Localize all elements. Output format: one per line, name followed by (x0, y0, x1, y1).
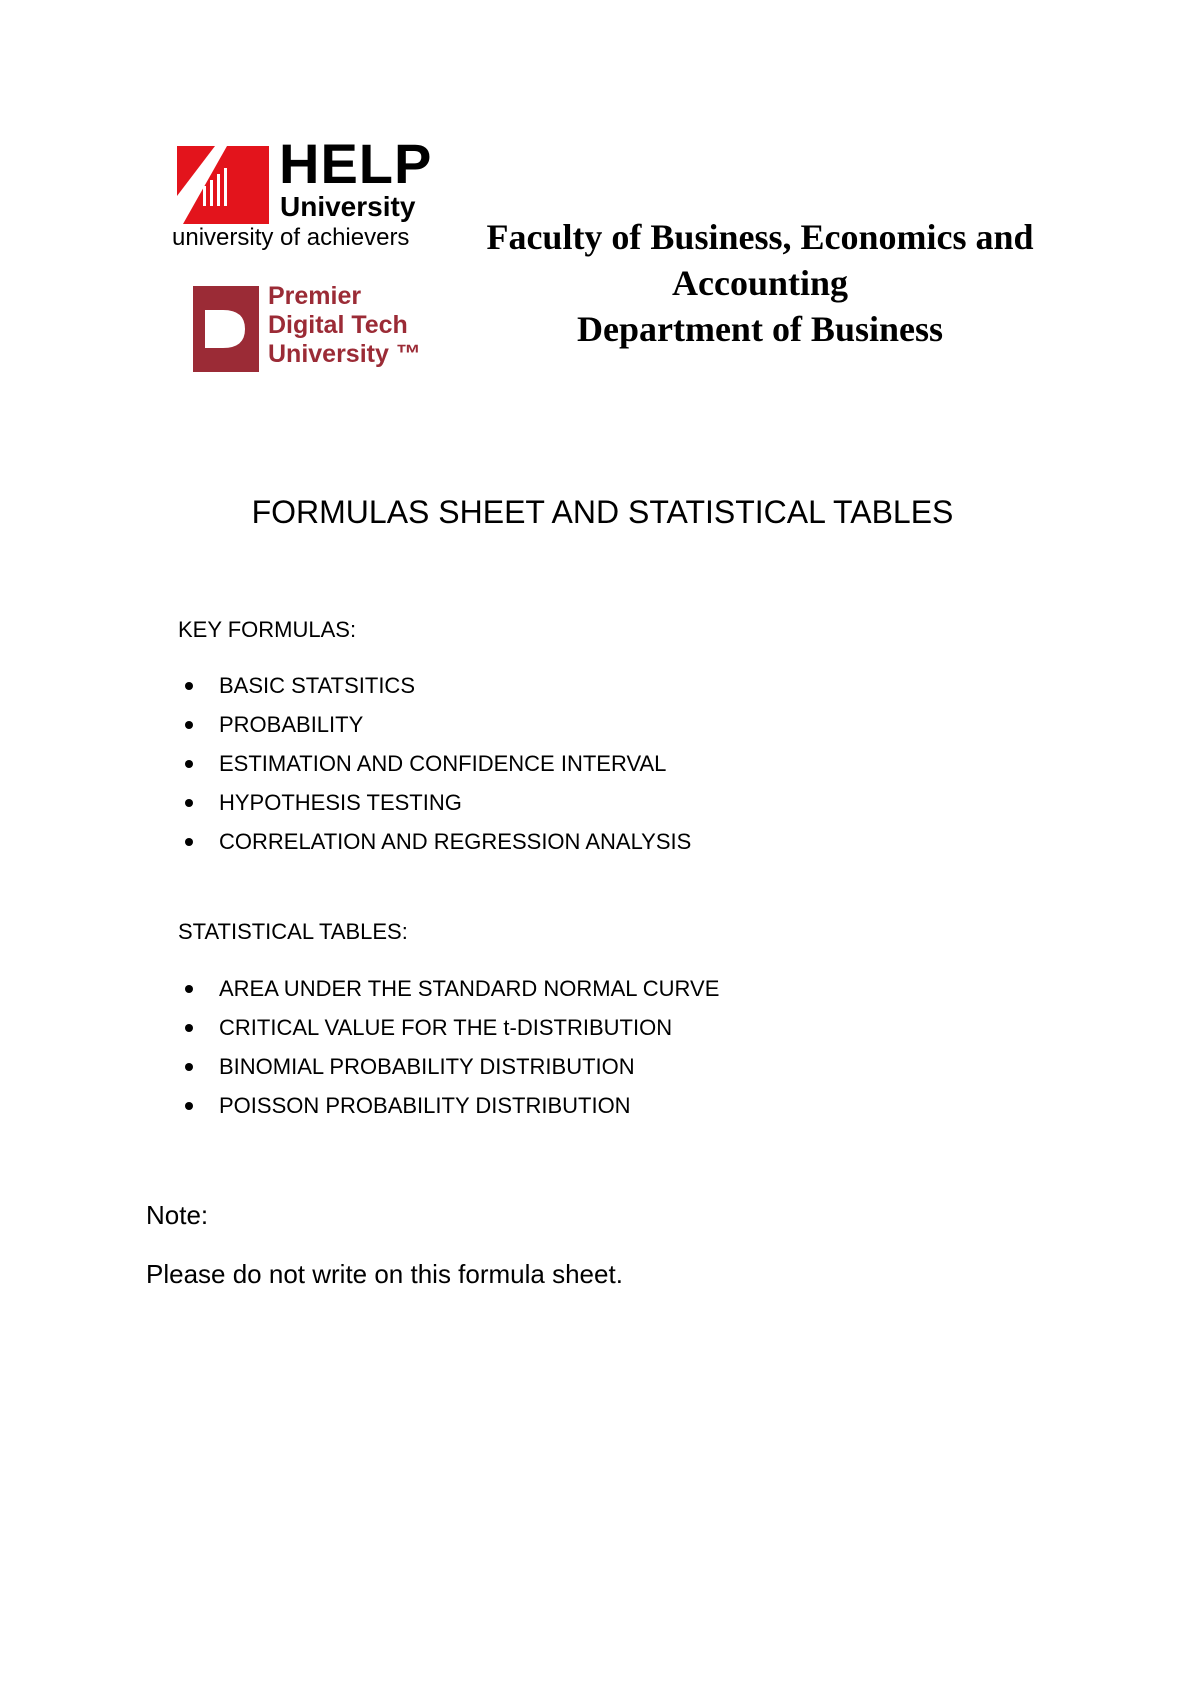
help-university-logo (172, 132, 442, 255)
statistical-tables-list (178, 975, 719, 1131)
key-formulas-heading: KEY FORMULAS: (178, 617, 357, 642)
bullet-icon (185, 1063, 193, 1071)
page-title-text: FORMULAS SHEET AND STATISTICAL TABLES (251, 494, 954, 530)
faculty-line1: Faculty of Business, Economics and (486, 217, 1034, 257)
bullet-icon (185, 799, 193, 807)
statistical-tables-heading: STATISTICAL TABLES: (178, 919, 408, 944)
faculty-line3: Department of Business (577, 309, 943, 349)
list-item: AREA UNDER THE STANDARD NORMAL CURVE (178, 975, 719, 1014)
premier-digital-tech-logo (193, 282, 433, 374)
note-label: Note: (146, 1200, 209, 1230)
note-text: Please do not write on this formula sheet. (146, 1259, 623, 1289)
premier-logo-text (268, 282, 421, 369)
bullet-icon (185, 682, 193, 690)
page-title (0, 492, 1200, 532)
list-item: BINOMIAL PROBABILITY DISTRIBUTION (178, 1053, 719, 1092)
premier-logo-line1: Premier (268, 282, 362, 310)
key-formulas-list (178, 672, 691, 867)
list-item: ESTIMATION AND CONFIDENCE INTERVAL (178, 750, 691, 789)
bullet-icon (185, 721, 193, 729)
list-item: BASIC STATSITICS (178, 672, 691, 711)
premier-logo-line2: Digital Tech (268, 311, 408, 339)
help-logo-university: University (280, 191, 416, 222)
premier-d-mark-icon (193, 286, 259, 372)
faculty-heading (460, 214, 1060, 352)
bullet-icon (185, 760, 193, 768)
bullet-icon (185, 985, 193, 993)
help-logo-mark-icon (177, 146, 269, 224)
bullet-icon (185, 1024, 193, 1032)
list-item: HYPOTHESIS TESTING (178, 789, 691, 828)
help-logo-tagline: university of achievers (172, 224, 410, 251)
list-item: CRITICAL VALUE FOR THE t-DISTRIBUTION (178, 1014, 719, 1053)
bullet-icon (185, 1102, 193, 1110)
list-item: PROBABILITY (178, 711, 691, 750)
help-logo-wordmark: HELP (279, 132, 433, 195)
bullet-icon (185, 838, 193, 846)
list-item: CORRELATION AND REGRESSION ANALYSIS (178, 828, 691, 867)
list-item: POISSON PROBABILITY DISTRIBUTION (178, 1092, 719, 1131)
faculty-line2: Accounting (671, 263, 848, 303)
premier-logo-line3: University ™ (268, 340, 421, 368)
